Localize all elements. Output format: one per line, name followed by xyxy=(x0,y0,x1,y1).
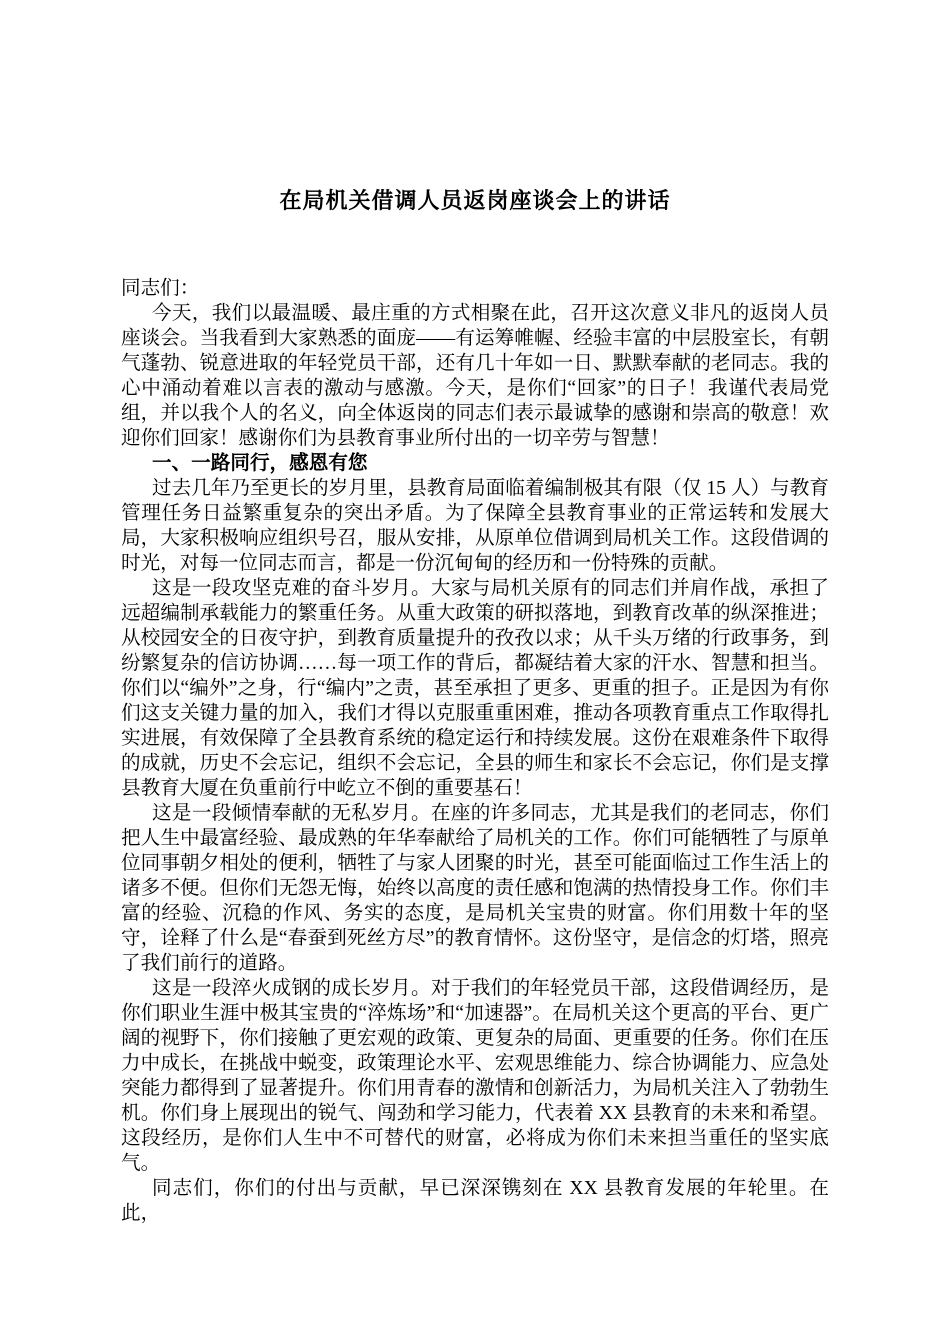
section-1-paragraph-2: 这是一段攻坚克难的奋斗岁月。大家与局机关原有的同志们并肩作战，承担了远超编制承载能力的繁重任务。从重大政策的研拟落地，到教育改革的纵深推进；从校园安全的日夜守护，到教育质量提升的孜孜以求；从千头万绪的行政事务，到纷繁复杂的信访协调……每一项工作的背后，都凝结着大家的汗水、智慧和担当。你们以“编外”之身，行“编内”之责，甚至承担了更多、更重的担子。正是因为有你们这支关键力量的加入，我们才得以克服重重困难，推动各项教育重点工作取得扎实进展，有效保障了全县教育系统的稳定运行和持续发展。这份在艰难条件下取得的成就，历史不会忘记，组织不会忘记，全县的师生和家长不会忘记，你们是支撑县教育大厦在负重前行中屹立不倒的重要基石！ xyxy=(121,578,829,799)
document-title: 在局机关借调人员返岗座谈会上的讲话 xyxy=(279,188,671,213)
intro-paragraph: 今天，我们以最温暖、最庄重的方式相聚在此，召开这次意义非凡的返岗人员座谈会。当我看到大家熟悉的面庞——有运筹帷幄、经验丰富的中层股室长，有朝气蓬勃、锐意进取的年轻党员干部，还有几十年如一日、默默奉献的老同志。我的心中涌动着难以言表的激动与感激。今天，是你们“回家”的日子！我谨代表局党组，并以我个人的名义，向全体返岗的同志们表示最诚挚的感谢和崇高的敬意！欢迎你们回家！感谢你们为县教育事业所付出的一切辛劳与智慧！ xyxy=(121,303,829,449)
section-1-heading: 一、一路同行，感恩有您 xyxy=(152,452,368,474)
salutation: 同志们： xyxy=(121,278,200,299)
closing-paragraph: 同志们，你们的付出与贡献，早已深深镌刻在 XX 县教育发展的年轮里。在此， xyxy=(121,1178,829,1224)
section-1-paragraph-1: 过去几年乃至更长的岁月里，县教育局面临着编制极其有限（仅 15 人）与教育管理任务日益繁重复杂的突出矛盾。为了保障全县教育事业的正常运转和发展大局，大家积极响应组织号召，服从安排，从原单位借调到局机关工作。这段借调的时光，对每一位同志而言，都是一份沉甸甸的经历和一份特殊的贡献。 xyxy=(121,478,829,574)
document-body xyxy=(121,276,829,1226)
section-1-paragraph-3: 这是一段倾情奉献的无私岁月。在座的许多同志，尤其是我们的老同志，你们把人生中最富经验、最成熟的年华奉献给了局机关的工作。你们可能牺牲了与原单位同事朝夕相处的便利，牺牲了与家人团聚的时光，甚至可能面临过工作生活上的诸多不便。但你们无怨无悔，始终以高度的责任感和饱满的热情投身工作。你们丰富的经验、沉稳的作风、务实的态度，是局机关宝贵的财富。你们用数十年的坚守，诠释了什么是“春蚕到死丝方尽”的教育情怀。这份坚守，是信念的灯塔，照亮了我们前行的道路。 xyxy=(121,803,829,974)
section-1-paragraph-4: 这是一段淬火成钢的成长岁月。对于我们的年轻党员干部，这段借调经历，是你们职业生涯中极其宝贵的“淬炼场”和“加速器”。在局机关这个更高的平台、更广阔的视野下，你们接触了更宏观的政策、更复杂的局面、更重要的任务。你们在压力中成长，在挑战中蜕变，政策理论水平、宏观思维能力、综合协调能力、应急处突能力都得到了显著提升。你们用青春的激情和创新活力，为局机关注入了勃勃生机。你们身上展现出的锐气、闯劲和学习能力，代表着 XX 县教育的未来和希望。这段经历，是你们人生中不可替代的财富，必将成为你们未来担当重任的坚实底气。 xyxy=(121,978,829,1174)
